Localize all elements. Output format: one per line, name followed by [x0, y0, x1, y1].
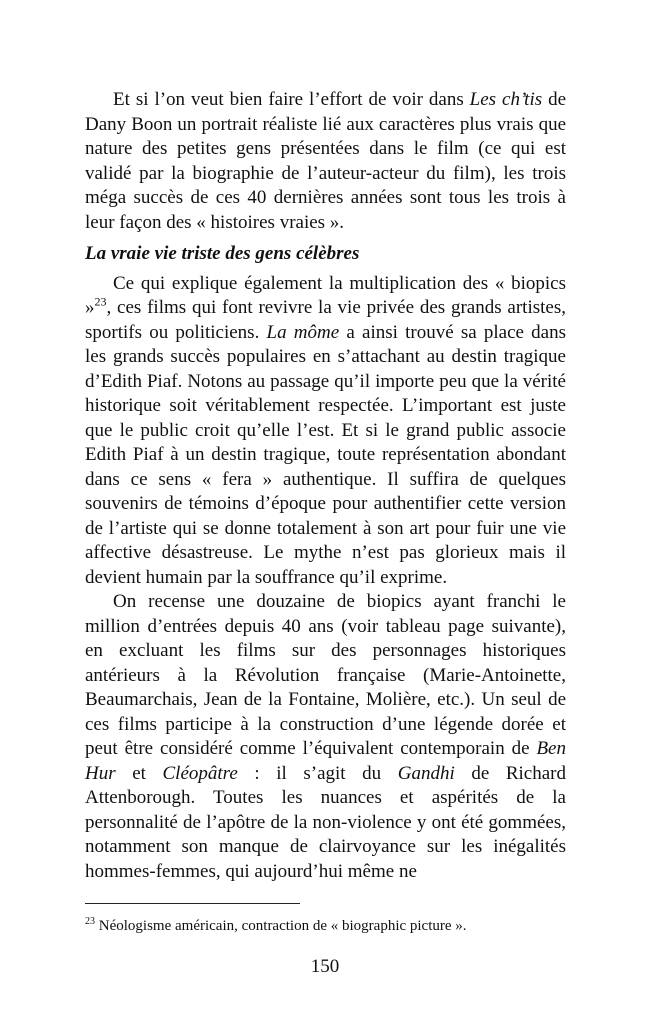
paragraph-text: et	[115, 762, 163, 784]
paragraph-text: Et si l’on veut bien faire l’effort de voir dans	[113, 89, 470, 110]
footnote-text: Néologisme américain, contraction de « biographic picture ».	[95, 918, 467, 934]
film-title-gandhi: Gandhi	[397, 762, 455, 784]
film-title-les-chtis: Les ch’tis	[469, 89, 543, 110]
footnote-number: 23	[85, 916, 95, 927]
paragraph-chtis	[85, 88, 566, 235]
paragraph-text: On recense une douzaine de biopics ayant franchi le million d’entrées depuis 40 ans (voir tableau page suivante), en excluant les films sur des personnages historiques antérieurs à la Révolution française (Marie-Antoinette, Beaumarchais, Jean de la Fontaine, Molière, etc.). Un seul de ces films participe à la construction d’une légende dorée et peut être considéré comme l’équivalent contemporain de	[85, 591, 566, 759]
film-title-cleopatre: Cléopâtre	[162, 762, 238, 784]
section-heading: La vraie vie triste des gens célèbres	[85, 243, 360, 264]
footnote	[85, 913, 566, 935]
footnote-divider	[85, 903, 300, 904]
paragraph-text: a ainsi trouvé sa place dans les grands succès populaires en s’attachant au destin tragique d’Edith Piaf. Notons au passage qu’il importe peu que la vérité historique soit véritablement respectée. L’important est juste que le public croit qu’elle l’est. Et si le grand public associe Edith Piaf à un destin tragique, toute représentation abondant dans ce sens « fera » authentique. Il suffira de quelques souvenirs de témoins d’époque pour authentifier cette version de l’artiste qui se donne totalement à son art pour fuir une vie affective désastreuse. Le mythe n’est pas glorieux mais il devient humain par la souffrance qu’il exprime.	[85, 321, 567, 588]
page-number: 150	[310, 956, 340, 977]
paragraph-text: : il s’agit du	[237, 762, 398, 784]
film-title-ben-hur: Ben Hur	[85, 738, 566, 784]
paragraph-biopics	[85, 272, 566, 591]
paragraph-text: Ce qui explique également la multiplication des « biopics »	[85, 272, 566, 318]
paragraph-douzaine	[85, 590, 566, 884]
paragraph-text: , ces films qui font revivre la vie privée des grands artistes, sportifs ou politiciens.	[85, 297, 566, 343]
footnote-reference[interactable]: 23	[94, 294, 107, 309]
page-body	[85, 88, 566, 884]
paragraph-text: de Dany Boon un portrait réaliste lié aux caractères plus vrais que nature des petites gens présentées dans le film (ce qui est validé par la biographie de l’auteur-acteur du film), les trois méga succès de ces 40 dernières années sont tous les trois à leur façon des « histoires vraies ».	[85, 89, 567, 233]
film-title-la-mome: La môme	[266, 321, 340, 343]
paragraph-text: de Richard Attenborough. Toutes les nuances et aspérités de la personnalité de l’apôtre de la non-violence y ont été gommées, notamment son manque de clairvoyance sur les inégalités hommes-femmes, qui aujourd’hui même ne	[85, 762, 566, 882]
